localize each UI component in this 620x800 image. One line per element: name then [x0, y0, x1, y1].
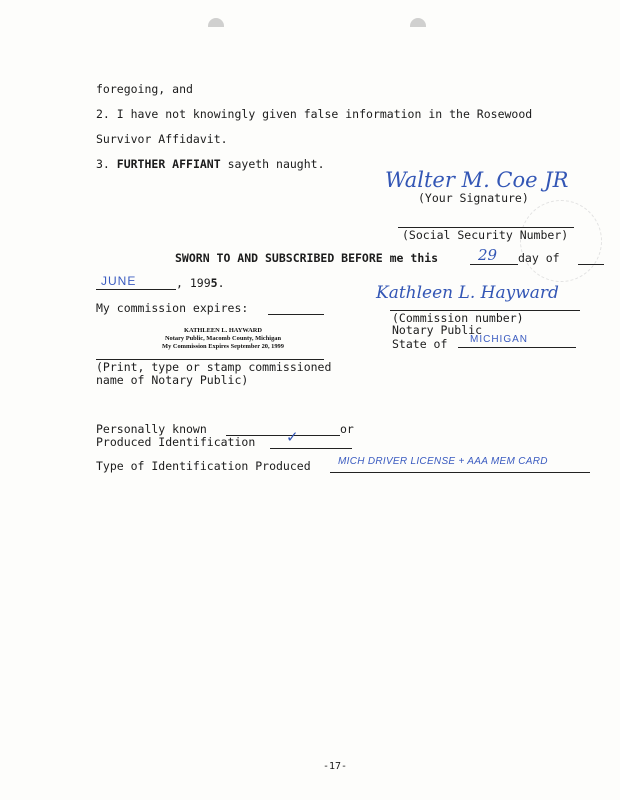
- stamp-expiry: My Commission Expires September 20, 1999: [162, 343, 284, 350]
- signature-caption: (Your Signature): [418, 191, 529, 205]
- produced-identification-label: Produced Identification: [96, 435, 256, 449]
- type-of-identification-value: MICH DRIVER LICENSE + AAA MEM CARD: [338, 456, 548, 467]
- commission-number-caption: (Commission number): [392, 311, 524, 325]
- page-number: -17-: [323, 761, 348, 772]
- year-prefix: , 199: [176, 276, 211, 290]
- day-line: [470, 264, 518, 265]
- commission-expires-label: My commission expires:: [96, 301, 249, 315]
- text-item-2-continued: Survivor Affidavit.: [96, 132, 228, 146]
- item-3-number: 3.: [96, 157, 117, 171]
- notary-stamp: [138, 327, 308, 351]
- state-value: MICHIGAN: [470, 334, 528, 345]
- or-label: or: [340, 422, 354, 436]
- print-caption-line-1: (Print, type or stamp commissioned: [96, 360, 332, 374]
- year-digit: 5: [210, 276, 218, 290]
- type-of-identification-line: [330, 472, 590, 473]
- day-value: 29: [478, 246, 498, 264]
- stamp-name: KATHLEEN L. HAYWARD: [184, 327, 262, 334]
- personally-known-label: Personally known: [96, 422, 207, 436]
- stamp-county: Notary Public, Macomb County, Michigan: [164, 335, 282, 342]
- text-item-3: [96, 157, 325, 171]
- item-3-rest: sayeth naught.: [220, 157, 325, 171]
- text-foregoing: foregoing, and: [96, 82, 193, 96]
- notary-public-label: Notary Public: [392, 323, 483, 337]
- month-value: JUNE: [101, 274, 137, 288]
- produced-check-mark: ✓: [286, 428, 299, 446]
- type-of-identification-label: Type of Identification Produced: [96, 459, 311, 473]
- state-label: State of: [392, 337, 448, 351]
- notary-signature: Kathleen L. Hayward: [376, 283, 559, 303]
- month-line: [96, 289, 176, 290]
- affiant-signature: Walter M. Coe JR: [385, 168, 569, 192]
- day-of-text: day of: [518, 251, 560, 265]
- year-text: [176, 276, 225, 290]
- produced-identification-line: [270, 448, 352, 449]
- punch-hole-left: [208, 18, 224, 27]
- item-3-further-affiant: FURTHER AFFIANT: [116, 157, 221, 171]
- print-caption-line-2: name of Notary Public): [96, 373, 249, 387]
- year-suffix: .: [217, 276, 225, 290]
- commission-expires-line: [268, 314, 324, 315]
- state-line: [458, 347, 576, 348]
- punch-hole-right: [410, 18, 426, 27]
- day-of-trailing-line: [578, 264, 604, 265]
- sworn-text: SWORN TO AND SUBSCRIBED BEFORE me this: [175, 251, 439, 265]
- ssn-caption: (Social Security Number): [402, 228, 569, 242]
- text-item-2: 2. I have not knowingly given false information in the Rosewood: [96, 107, 533, 121]
